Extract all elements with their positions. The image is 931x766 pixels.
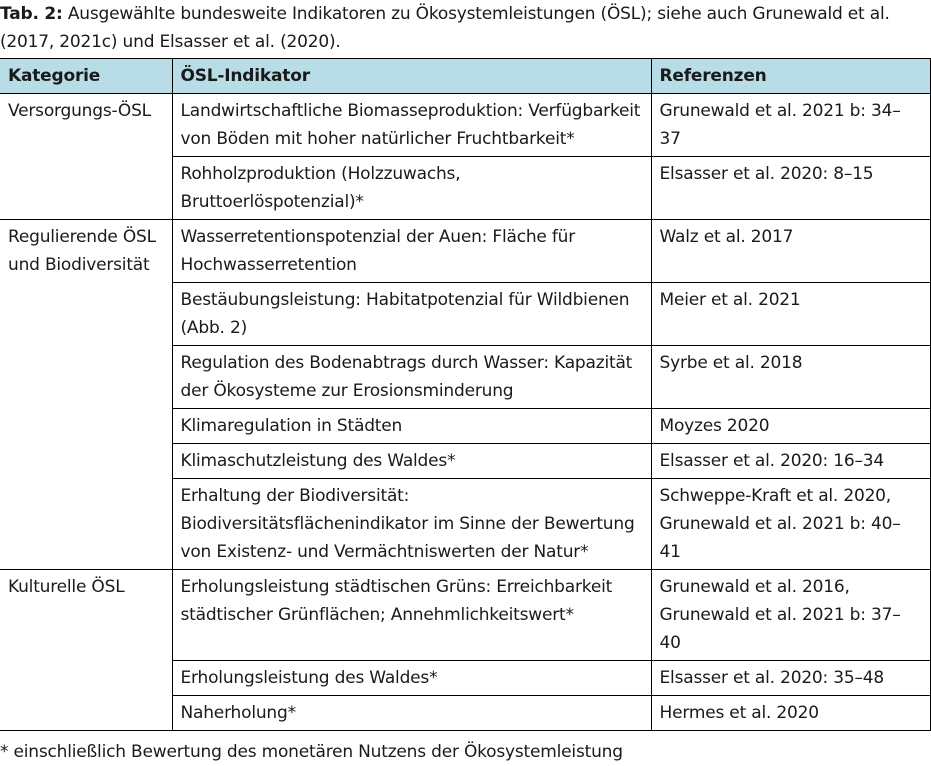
reference-cell: Hermes et al. 2020 xyxy=(651,696,930,731)
reference-cell: Meier et al. 2021 xyxy=(651,283,930,346)
indicator-cell: Wasserretentionspotenzial der Auen: Fläche für Hochwasserretention xyxy=(172,220,651,283)
reference-cell: Moyzes 2020 xyxy=(651,409,930,444)
table-row xyxy=(0,570,930,661)
indicator-cell: Naherholung* xyxy=(172,696,651,731)
table-header-row xyxy=(0,59,930,94)
indicator-cell: Regulation des Bodenabtrags durch Wasser: Kapazität der Ökosysteme zur Erosionsminderung xyxy=(172,346,651,409)
category-cell: Kulturelle ÖSL xyxy=(0,570,172,731)
indicator-cell: Bestäubungsleistung: Habitatpotenzial für Wildbienen (Abb. 2) xyxy=(172,283,651,346)
reference-cell: Walz et al. 2017 xyxy=(651,220,930,283)
indicator-cell: Erhaltung der Biodiversität: Biodiversitätsflächenindikator im Sinne der Bewertung von Existenz- und Vermächtniswerten der Natur* xyxy=(172,479,651,570)
footnote: * einschließlich Bewertung des monetären Nutzens der Ökosystemleistung xyxy=(0,742,623,762)
table-caption xyxy=(0,0,925,56)
indicator-cell: Erholungsleistung des Waldes* xyxy=(172,661,651,696)
category-cell: Regulierende ÖSL und Biodiversität xyxy=(0,220,172,570)
indicator-cell: Rohholzproduktion (Holzzuwachs, Bruttoerlöspotenzial)* xyxy=(172,157,651,220)
caption-label: Tab. 2: xyxy=(0,4,63,24)
indicator-cell: Erholungsleistung städtischen Grüns: Erreichbarkeit städtischer Grünflächen; Annehmlichkeitswert* xyxy=(172,570,651,661)
reference-cell: Elsasser et al. 2020: 16–34 xyxy=(651,444,930,479)
table-row xyxy=(0,220,930,283)
reference-cell: Grunewald et al. 2021 b: 34–37 xyxy=(651,94,930,157)
category-cell: Versorgungs-ÖSL xyxy=(0,94,172,220)
reference-cell: Grunewald et al. 2016, Grunewald et al. 2021 b: 37–40 xyxy=(651,570,930,661)
reference-cell: Schweppe-Kraft et al. 2020, Grunewald et al. 2021 b: 40–41 xyxy=(651,479,930,570)
reference-cell: Syrbe et al. 2018 xyxy=(651,346,930,409)
indicator-table xyxy=(0,58,931,731)
table-row xyxy=(0,94,930,157)
reference-cell: Elsasser et al. 2020: 8–15 xyxy=(651,157,930,220)
indicator-cell: Landwirtschaftliche Biomasseproduktion: Verfügbarkeit von Böden mit hoher natürlicher Fruchtbarkeit* xyxy=(172,94,651,157)
table-body xyxy=(0,94,930,731)
reference-cell: Elsasser et al. 2020: 35–48 xyxy=(651,661,930,696)
header-indikator: ÖSL-Indikator xyxy=(172,59,651,94)
indicator-cell: Klimaschutzleistung des Waldes* xyxy=(172,444,651,479)
header-kategorie: Kategorie xyxy=(0,59,172,94)
caption-text: Ausgewählte bundesweite Indikatoren zu Ökosystemleistungen (ÖSL); siehe auch Grunewald et al. (2017, 2021c) und Elsasser et al. (2020). xyxy=(0,4,890,52)
indicator-cell: Klimaregulation in Städten xyxy=(172,409,651,444)
header-referenzen: Referenzen xyxy=(651,59,930,94)
